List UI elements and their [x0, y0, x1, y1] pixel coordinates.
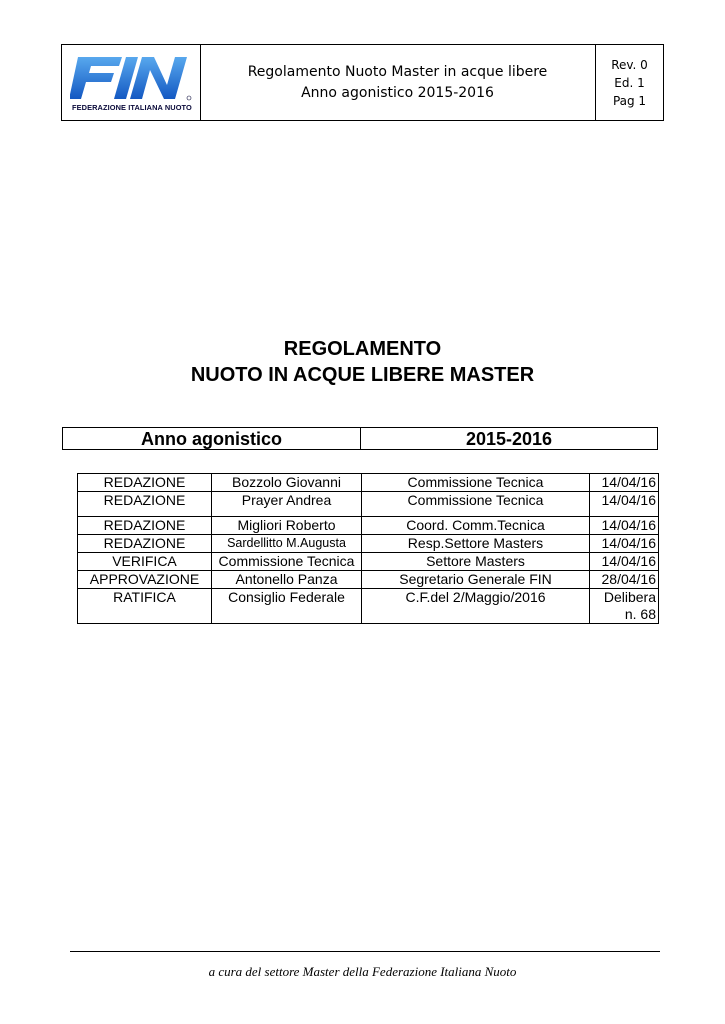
table-row — [78, 535, 659, 553]
header-title-line2: Anno agonistico 2015-2016 — [301, 84, 494, 101]
document-header — [61, 44, 664, 121]
table-row — [78, 571, 659, 589]
date-cell: 14/04/16 — [590, 517, 659, 535]
role-cell: RATIFICA — [78, 589, 212, 624]
document-title-line2: NUOTO IN ACQUE LIBERE MASTER — [190, 364, 535, 386]
season-label: Anno agonistico — [63, 428, 361, 449]
header-title-cell — [200, 45, 596, 120]
role-cell: REDAZIONE — [78, 517, 212, 535]
logo-cell — [62, 45, 201, 120]
function-cell: Settore Masters — [362, 553, 590, 571]
header-revision-cell — [596, 45, 663, 120]
table-row — [78, 553, 659, 571]
table-row — [78, 517, 659, 535]
name-cell: Consiglio Federale — [212, 589, 362, 624]
function-cell: Coord. Comm.Tecnica — [362, 517, 590, 535]
table-row — [78, 492, 659, 517]
function-cell: Commissione Tecnica — [362, 492, 590, 517]
revision-label: Rev. 0 — [611, 57, 648, 72]
name-cell: Migliori Roberto — [212, 517, 362, 535]
function-cell: Segretario Generale FIN — [362, 571, 590, 589]
name-cell: Bozzolo Giovanni — [212, 474, 362, 492]
footer-divider — [70, 951, 660, 952]
role-cell: APPROVAZIONE — [78, 571, 212, 589]
date-cell: Delibera n. 68 — [590, 589, 659, 624]
name-cell: Antonello Panza — [212, 571, 362, 589]
date-cell: 14/04/16 — [590, 553, 659, 571]
fin-logo — [70, 55, 194, 101]
table-row — [78, 589, 659, 624]
date-cell: 28/04/16 — [590, 571, 659, 589]
approval-table — [77, 473, 659, 624]
header-title-line1: Regolamento Nuoto Master in acque libere — [247, 63, 548, 80]
name-cell: Commissione Tecnica — [212, 553, 362, 571]
page-footer: a cura del settore Master della Federazione Italiana Nuoto — [208, 964, 517, 979]
function-cell: C.F.del 2/Maggio/2016 — [362, 589, 590, 624]
season-value: 2015-2016 — [465, 429, 553, 449]
logo-subtitle: FEDERAZIONE ITALIANA NUOTO — [72, 103, 192, 112]
date-cell: 14/04/16 — [590, 535, 659, 553]
date-cell: 14/04/16 — [590, 492, 659, 517]
name-cell: Sardellitto M.Augusta — [212, 535, 362, 553]
function-cell: Resp.Settore Masters — [362, 535, 590, 553]
name-cell: Prayer Andrea — [212, 492, 362, 517]
function-cell: Commissione Tecnica — [362, 474, 590, 492]
date-cell: 14/04/16 — [590, 474, 659, 492]
edition-label: Ed. 1 — [614, 75, 645, 90]
document-title-line1: REGOLAMENTO — [283, 338, 442, 360]
role-cell: REDAZIONE — [78, 492, 212, 517]
page-number: Pag 1 — [612, 93, 647, 108]
role-cell: VERIFICA — [78, 553, 212, 571]
role-cell: REDAZIONE — [78, 535, 212, 553]
season-box — [62, 427, 658, 450]
table-row — [78, 474, 659, 492]
role-cell: REDAZIONE — [78, 474, 212, 492]
